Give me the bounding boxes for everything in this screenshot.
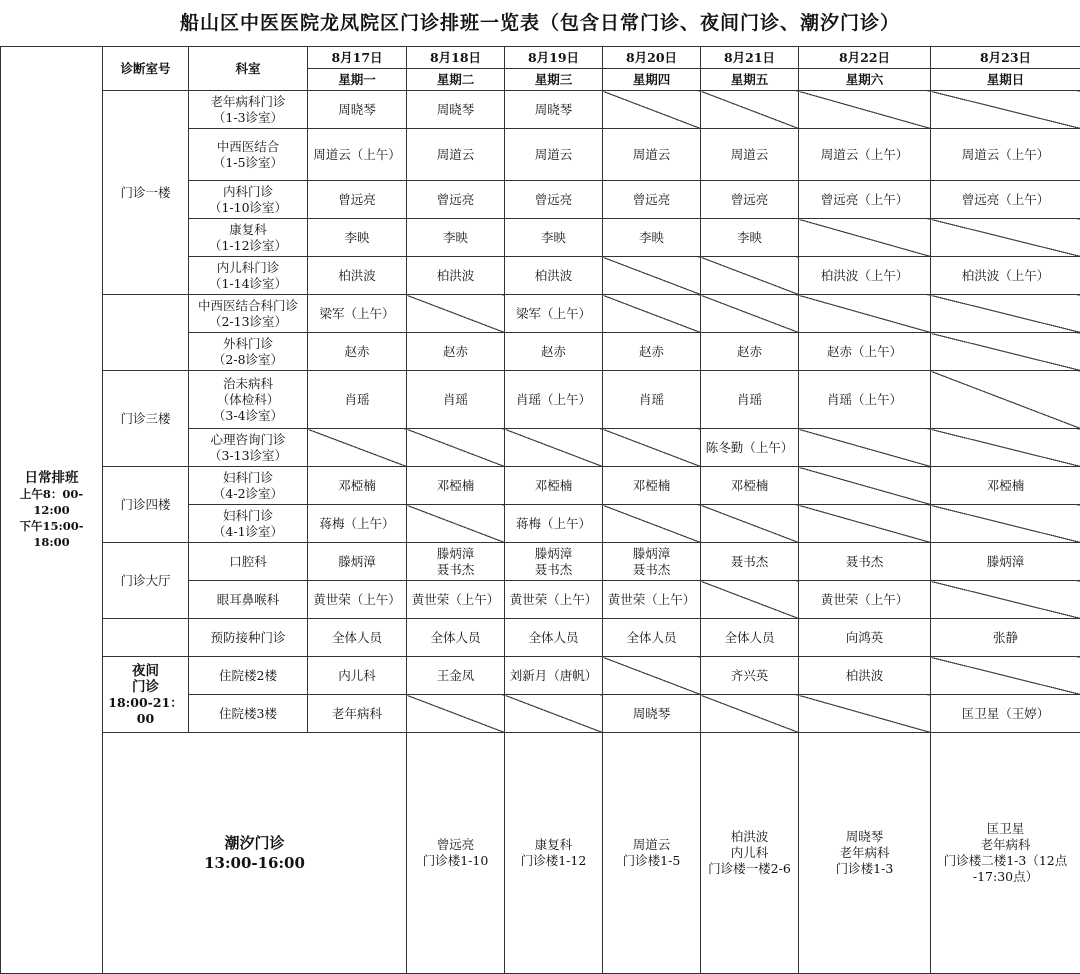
header-weekday: 星期五	[701, 69, 799, 91]
doctor-line: 全体人员	[703, 630, 796, 646]
doctor-cell	[308, 333, 407, 371]
doctor-cell	[603, 333, 701, 371]
doctor-cell	[931, 619, 1080, 657]
doctor-line: 肖瑶	[310, 392, 404, 408]
empty-slot	[931, 657, 1080, 695]
doctor-cell	[505, 371, 603, 429]
doctor-line: 柏洪波	[507, 268, 600, 284]
tidal-cell	[931, 733, 1080, 974]
header-weekday: 星期日	[931, 69, 1080, 91]
doctor-cell	[931, 543, 1080, 581]
room-cell: 门诊三楼	[103, 371, 189, 467]
doctor-line: 赵赤	[507, 344, 600, 360]
dept-cell	[189, 429, 308, 467]
dept-cell	[308, 695, 407, 733]
doctor-cell	[407, 257, 505, 295]
doctor-line: 曾远亮（上午）	[801, 192, 928, 208]
dept-line: 妇科门诊	[191, 508, 305, 524]
doctor-cell	[308, 371, 407, 429]
doctor-cell	[308, 129, 407, 181]
doctor-cell	[603, 619, 701, 657]
doctor-line: 李映	[703, 230, 796, 246]
doctor-cell	[799, 333, 931, 371]
empty-slot	[701, 91, 799, 129]
doctor-line: 聂书杰	[703, 554, 796, 570]
doctor-cell	[701, 429, 799, 467]
doctor-cell	[505, 181, 603, 219]
doctor-line: 黄世荣（上午）	[605, 592, 698, 608]
doctor-line: 肖瑶	[409, 392, 502, 408]
header-date: 8月18日	[407, 47, 505, 69]
doctor-line: 肖瑶	[605, 392, 698, 408]
dept-line: 口腔科	[191, 554, 305, 570]
empty-slot	[799, 467, 931, 505]
empty-slot	[931, 505, 1080, 543]
doctor-line: 曾远亮	[310, 192, 404, 208]
doctor-cell	[308, 257, 407, 295]
header-weekday: 星期六	[799, 69, 931, 91]
dept-line: （3-4诊室）	[191, 408, 305, 424]
doctor-cell	[701, 467, 799, 505]
doctor-cell	[799, 181, 931, 219]
header-date: 8月19日	[505, 47, 603, 69]
doctor-line: 李映	[409, 230, 502, 246]
empty-slot	[799, 429, 931, 467]
doctor-line: 王金凤	[409, 668, 502, 684]
dept-line: （3-13诊室）	[191, 448, 305, 464]
empty-slot	[308, 429, 407, 467]
doctor-cell	[603, 219, 701, 257]
doctor-cell	[308, 581, 407, 619]
doctor-line: 周道云	[409, 147, 502, 163]
doctor-line: 赵赤（上午）	[801, 344, 928, 360]
doctor-line: 周道云	[507, 147, 600, 163]
doctor-line: 柏洪波（上午）	[801, 268, 928, 284]
doctor-cell	[407, 657, 505, 695]
empty-slot	[505, 429, 603, 467]
dept-line: 内科门诊	[191, 184, 305, 200]
doctor-cell	[407, 619, 505, 657]
doctor-line: 邓椏楠	[310, 478, 404, 494]
tidal-line: 老年病科	[801, 845, 928, 861]
header-room: 诊断室号	[103, 47, 189, 91]
room-cell	[103, 619, 189, 657]
doctor-line: 蒋梅（上午）	[310, 516, 404, 532]
header-weekday: 星期四	[603, 69, 701, 91]
tidal-line: 匡卫星	[933, 821, 1078, 837]
doctor-cell	[505, 333, 603, 371]
doctor-line: 周晓琴	[605, 706, 698, 722]
doctor-cell	[799, 581, 931, 619]
doctor-line: 蒋梅（上午）	[507, 516, 600, 532]
doctor-cell	[799, 371, 931, 429]
doctor-line: 李映	[507, 230, 600, 246]
dept-line: （1-12诊室）	[191, 238, 305, 254]
empty-slot	[931, 581, 1080, 619]
dept-line: （1-10诊室）	[191, 200, 305, 216]
empty-slot	[701, 581, 799, 619]
tidal-line: 老年病科	[933, 837, 1078, 853]
tidal-cell	[407, 733, 505, 974]
tidal-cell	[603, 733, 701, 974]
doctor-line: 曾远亮	[507, 192, 600, 208]
tidal-cell	[505, 733, 603, 974]
tidal-cell	[799, 733, 931, 974]
doctor-line: 匡卫星（王婷）	[933, 706, 1078, 722]
dept-line: 眼耳鼻喉科	[191, 592, 305, 608]
doctor-cell	[799, 543, 931, 581]
dept-line: （2-8诊室）	[191, 352, 305, 368]
dept-line: 中西医结合	[191, 139, 305, 155]
doctor-line: 曾远亮	[703, 192, 796, 208]
doctor-cell	[407, 219, 505, 257]
header-weekday: 星期一	[308, 69, 407, 91]
schedule-row	[1, 657, 1080, 695]
schedule-row	[1, 371, 1080, 429]
doctor-cell	[505, 219, 603, 257]
tidal-cell	[701, 733, 799, 974]
doctor-line: 赵赤	[310, 344, 404, 360]
dept-cell	[189, 543, 308, 581]
dept-line: （2-13诊室）	[191, 314, 305, 330]
header-weekday: 星期二	[407, 69, 505, 91]
doctor-line: 滕炳漳	[409, 546, 502, 562]
doctor-line: 肖瑶（上午）	[507, 392, 600, 408]
dept-line: 外科门诊	[191, 336, 305, 352]
doctor-line: 全体人员	[310, 630, 404, 646]
dept-cell	[189, 505, 308, 543]
doctor-line: 肖瑶	[703, 392, 796, 408]
header-dept: 科室	[189, 47, 308, 91]
doctor-cell	[308, 467, 407, 505]
empty-slot	[505, 695, 603, 733]
doctor-cell	[308, 505, 407, 543]
section-tidal-line: 13:00-16:00	[105, 853, 404, 873]
header-date: 8月20日	[603, 47, 701, 69]
doctor-line: 曾远亮	[605, 192, 698, 208]
dept-line: （体检科）	[191, 392, 305, 408]
doctor-line: 刘新月（唐帆）	[507, 668, 600, 684]
doctor-cell	[603, 543, 701, 581]
doctor-line: 黄世荣（上午）	[801, 592, 928, 608]
dept-cell	[189, 619, 308, 657]
header-date: 8月23日	[931, 47, 1080, 69]
doctor-line: 邓椏楠	[507, 478, 600, 494]
empty-slot	[931, 219, 1080, 257]
doctor-cell	[308, 295, 407, 333]
doctor-cell	[308, 543, 407, 581]
doctor-line: 李映	[605, 230, 698, 246]
doctor-cell	[701, 371, 799, 429]
dept-line: 心理咨询门诊	[191, 432, 305, 448]
doctor-line: 柏洪波	[801, 668, 928, 684]
doctor-cell	[603, 129, 701, 181]
tidal-line: 门诊楼1-12	[507, 853, 600, 869]
dept-line: （1-3诊室）	[191, 110, 305, 126]
schedule-table	[0, 46, 1080, 974]
doctor-cell	[505, 257, 603, 295]
doctor-cell	[308, 219, 407, 257]
doctor-cell	[701, 129, 799, 181]
dept-cell	[189, 219, 308, 257]
doctor-cell	[931, 695, 1080, 733]
room-cell	[103, 295, 189, 371]
dept-cell	[189, 333, 308, 371]
doctor-line: 向鸿英	[801, 630, 928, 646]
empty-slot	[931, 371, 1080, 429]
doctor-line: 柏洪波（上午）	[933, 268, 1078, 284]
dept-line: 预防接种门诊	[191, 630, 305, 646]
doctor-cell	[308, 91, 407, 129]
section-tidal-line: 潮汐门诊	[105, 833, 404, 853]
doctor-line: 赵赤	[703, 344, 796, 360]
schedule-row	[1, 467, 1080, 505]
doctor-line: 全体人员	[409, 630, 502, 646]
tidal-line: 门诊楼1-3	[801, 861, 928, 877]
dept-line: （1-5诊室）	[191, 155, 305, 171]
schedule-row	[1, 295, 1080, 333]
doctor-cell	[931, 129, 1080, 181]
doctor-line: 滕炳漳	[605, 546, 698, 562]
doctor-cell	[603, 181, 701, 219]
doctor-line: 赵赤	[409, 344, 502, 360]
doctor-line: 柏洪波	[409, 268, 502, 284]
doctor-line: 李映	[310, 230, 404, 246]
doctor-line: 周道云（上午）	[310, 147, 404, 163]
empty-slot	[799, 695, 931, 733]
empty-slot	[799, 295, 931, 333]
doctor-cell	[407, 129, 505, 181]
doctor-cell	[505, 467, 603, 505]
doctor-cell	[701, 619, 799, 657]
doctor-cell	[505, 129, 603, 181]
dept-line: （4-1诊室）	[191, 524, 305, 540]
dept-cell	[189, 371, 308, 429]
doctor-line: 周晓琴	[409, 102, 502, 118]
section-daily-hours-pm: 下午15:00-18:00	[3, 518, 100, 550]
room-cell: 门诊一楼	[103, 91, 189, 295]
section-night-line: 夜间	[105, 663, 186, 679]
tidal-line: 康复科	[507, 837, 600, 853]
empty-slot	[701, 295, 799, 333]
empty-slot	[701, 505, 799, 543]
dept-line: 老年病科	[310, 706, 404, 722]
schedule-row	[1, 543, 1080, 581]
doctor-line: 黄世荣（上午）	[507, 592, 600, 608]
dept-cell	[189, 295, 308, 333]
empty-slot	[407, 295, 505, 333]
doctor-line: 曾远亮	[409, 192, 502, 208]
doctor-cell	[701, 333, 799, 371]
empty-slot	[931, 429, 1080, 467]
page-title: 船山区中医医院龙凤院区门诊排班一览表（包含日常门诊、夜间门诊、潮汐门诊）	[0, 0, 1080, 46]
dept-line: 老年病科门诊	[191, 94, 305, 110]
empty-slot	[603, 257, 701, 295]
doctor-line: 周道云（上午）	[801, 147, 928, 163]
doctor-cell	[701, 181, 799, 219]
doctor-line: 黄世荣（上午）	[310, 592, 404, 608]
doctor-cell	[799, 619, 931, 657]
doctor-line: 滕炳漳	[933, 554, 1078, 570]
header-date: 8月21日	[701, 47, 799, 69]
dept-cell	[189, 257, 308, 295]
tidal-line: 门诊楼一楼2-6	[703, 861, 796, 877]
doctor-line: 肖瑶（上午）	[801, 392, 928, 408]
doctor-line: 赵赤	[605, 344, 698, 360]
room-cell: 住院楼2楼	[189, 657, 308, 695]
doctor-cell	[308, 619, 407, 657]
tidal-line: 门诊楼1-5	[605, 853, 698, 869]
doctor-line: 陈冬勤（上午）	[703, 440, 796, 456]
tidal-line: 门诊楼1-10	[409, 853, 502, 869]
section-daily-name: 日常排班	[3, 470, 100, 486]
doctor-cell	[407, 371, 505, 429]
doctor-line: 聂书杰	[409, 562, 502, 578]
tidal-line: 门诊楼二楼1-3（12点	[933, 853, 1078, 869]
doctor-cell	[603, 581, 701, 619]
doctor-line: 全体人员	[605, 630, 698, 646]
doctor-cell	[603, 695, 701, 733]
doctor-line: 梁军（上午）	[507, 306, 600, 322]
tidal-line: 周道云	[605, 837, 698, 853]
doctor-cell	[407, 467, 505, 505]
section-night-line: 门诊	[105, 679, 186, 695]
empty-slot	[799, 91, 931, 129]
empty-slot	[931, 295, 1080, 333]
section-daily-hours-am: 上午8：00-12:00	[3, 486, 100, 518]
doctor-cell	[407, 91, 505, 129]
empty-slot	[603, 429, 701, 467]
empty-slot	[701, 257, 799, 295]
empty-slot	[603, 91, 701, 129]
tidal-line: 内儿科	[703, 845, 796, 861]
tidal-line: -17:30点）	[933, 869, 1078, 885]
section-tidal	[103, 733, 407, 974]
doctor-cell	[308, 181, 407, 219]
schedule-row	[1, 619, 1080, 657]
section-night-line: 18:00-21：00	[105, 695, 186, 727]
empty-slot	[603, 657, 701, 695]
doctor-cell	[505, 505, 603, 543]
room-cell: 门诊四楼	[103, 467, 189, 543]
doctor-line: 滕炳漳	[507, 546, 600, 562]
doctor-cell	[407, 581, 505, 619]
room-cell: 门诊大厅	[103, 543, 189, 619]
header-date: 8月22日	[799, 47, 931, 69]
section-daily	[1, 47, 103, 974]
doctor-cell	[505, 295, 603, 333]
doctor-cell	[701, 543, 799, 581]
tidal-line: 柏洪波	[703, 829, 796, 845]
doctor-cell	[603, 467, 701, 505]
header-weekday: 星期三	[505, 69, 603, 91]
doctor-cell	[931, 181, 1080, 219]
doctor-cell	[931, 257, 1080, 295]
empty-slot	[407, 429, 505, 467]
dept-cell	[189, 181, 308, 219]
doctor-cell	[407, 543, 505, 581]
doctor-cell	[799, 257, 931, 295]
doctor-line: 滕炳漳	[310, 554, 404, 570]
empty-slot	[407, 695, 505, 733]
dept-line: 内儿科门诊	[191, 260, 305, 276]
dept-cell	[189, 581, 308, 619]
section-night	[103, 657, 189, 733]
schedule-row	[1, 91, 1080, 129]
tidal-row	[1, 733, 1080, 974]
doctor-line: 齐兴英	[703, 668, 796, 684]
doctor-line: 聂书杰	[507, 562, 600, 578]
empty-slot	[799, 219, 931, 257]
dept-cell	[189, 467, 308, 505]
doctor-line: 邓椏楠	[703, 478, 796, 494]
dept-cell	[189, 91, 308, 129]
doctor-line: 全体人员	[507, 630, 600, 646]
dept-line: 康复科	[191, 222, 305, 238]
doctor-cell	[799, 129, 931, 181]
dept-cell	[308, 657, 407, 695]
header-date: 8月17日	[308, 47, 407, 69]
doctor-cell	[505, 619, 603, 657]
empty-slot	[799, 505, 931, 543]
doctor-line: 黄世荣（上午）	[409, 592, 502, 608]
doctor-line: 邓椏楠	[409, 478, 502, 494]
dept-cell	[189, 129, 308, 181]
doctor-cell	[505, 543, 603, 581]
room-cell: 住院楼3楼	[189, 695, 308, 733]
doctor-cell	[799, 657, 931, 695]
doctor-cell	[701, 219, 799, 257]
doctor-line: 曾远亮（上午）	[933, 192, 1078, 208]
doctor-line: 邓椏楠	[605, 478, 698, 494]
doctor-line: 柏洪波	[310, 268, 404, 284]
dept-line: 妇科门诊	[191, 470, 305, 486]
dept-line: （1-14诊室）	[191, 276, 305, 292]
doctor-cell	[407, 333, 505, 371]
doctor-cell	[505, 657, 603, 695]
doctor-line: 周晓琴	[310, 102, 404, 118]
doctor-line: 张静	[933, 630, 1078, 646]
doctor-line: 聂书杰	[801, 554, 928, 570]
dept-line: （4-2诊室）	[191, 486, 305, 502]
dept-line: 中西医结合科门诊	[191, 298, 305, 314]
doctor-line: 周晓琴	[507, 102, 600, 118]
doctor-line: 周道云	[605, 147, 698, 163]
empty-slot	[931, 333, 1080, 371]
empty-slot	[931, 91, 1080, 129]
empty-slot	[603, 505, 701, 543]
tidal-line: 曾远亮	[409, 837, 502, 853]
doctor-cell	[505, 91, 603, 129]
doctor-cell	[505, 581, 603, 619]
dept-line: 内儿科	[310, 668, 404, 684]
doctor-line: 邓椏楠	[933, 478, 1078, 494]
doctor-cell	[603, 371, 701, 429]
empty-slot	[407, 505, 505, 543]
doctor-line: 聂书杰	[605, 562, 698, 578]
dept-line: 治未病科	[191, 376, 305, 392]
tidal-line: 周晓琴	[801, 829, 928, 845]
empty-slot	[603, 295, 701, 333]
doctor-cell	[407, 181, 505, 219]
doctor-line: 周道云	[703, 147, 796, 163]
empty-slot	[701, 695, 799, 733]
doctor-line: 梁军（上午）	[310, 306, 404, 322]
doctor-cell	[701, 657, 799, 695]
doctor-cell	[931, 467, 1080, 505]
doctor-line: 周道云（上午）	[933, 147, 1078, 163]
